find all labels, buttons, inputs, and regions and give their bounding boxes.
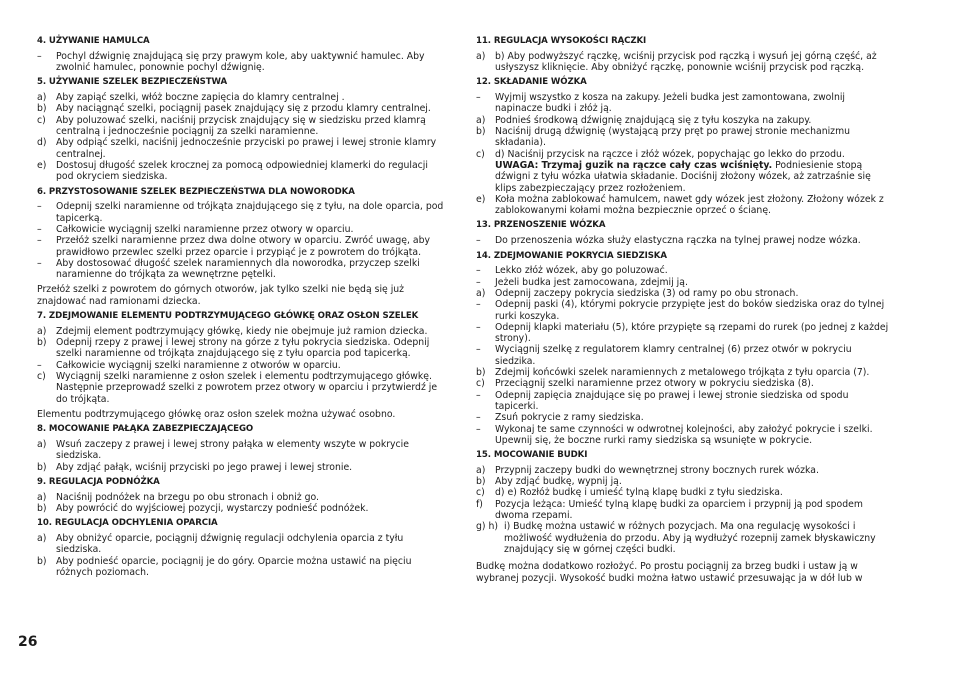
paragraph: Przełóż szelki z powrotem do górnych otworów, jak tylko szelki nie będą się już znajdować nad ramionami dziecka. [37, 284, 405, 307]
section-heading-backrest: 10. REGULACJA ODCHYLENIA OPARCIA [37, 518, 218, 529]
page-number: 26 [18, 634, 38, 650]
list-item: – Odepnij zapięcia znajdujące się po prawej i lewej stronie siedziska od spodu tapicerki. [476, 389, 849, 412]
warning-label: UWAGA: Trzymaj guzik na rączce cały czas wciśnięty. [495, 159, 773, 171]
list-item: d) Aby odpiąć szelki, naciśnij jednocześnie przyciski po prawej i lewej stronie klamry centralnej. [37, 137, 437, 160]
section-heading-handle-height: 11. REGULACJA WYSOKOŚCI RĄCZKI [476, 36, 647, 46]
list-item: a) Zdejmij element podtrzymujący główkę, kiedy nie obejmuje już ramion dziecka. [37, 325, 428, 337]
list-item: a) Aby obniżyć oparcie, pociągnij dźwignię regulacji odchylenia oparcia z tyłu siedziska. [37, 533, 404, 556]
list-item: b) Aby powrócić do wyjściowej pozycji, wystarczy podnieść podnóżek. [37, 502, 369, 514]
section-heading-folding: 12. SKŁADANIE WÓZKA [476, 77, 587, 88]
list-item: – Aby dostosować długość szelek naramiennych dla noworodka, przyczep szelki naramienne do trójkąta za wewnętrzne pętelki. [37, 257, 420, 281]
list-item: a) Przypnij zaczepy budki do wewnętrznej strony bocznych rurek wózka. [476, 464, 819, 476]
list-item: – Do przenoszenia wózka służy elastyczna rączka na tylnej prawej nodze wózka. [476, 235, 861, 247]
list-item: c) Wyciągnij szelki naramienne z osłon szelek i elementu podtrzymującego główkę. Następnie przeprowadź szelki z powrotem przez otwory w oparciu i przytwierdź je do trójkąta. [37, 371, 438, 405]
section-heading-harness: 5. UŻYWANIE SZELEK BEZPIECZEŃSTWA [37, 77, 228, 88]
section-heading-bumper-bar: 8. MOCOWANIE PAŁĄKA ZABEZPIECZAJĄCEGO [37, 424, 254, 435]
list-item: – Przełóż szelki naramienne przez dwa dolne otwory w oparciu. Zwróć uwagę, aby prawidłowo przewlec szelki przez oparcie i przypiąć je z powrotem do trójkąta. [37, 235, 430, 258]
list-item: – Całkowicie wyciągnij szelki naramienne przez otwory w oparciu. [37, 223, 354, 235]
section-heading-head-support: 7. ZDEJMOWANIE ELEMENTU PODTRZYMUJĄCEGO GŁÓWKĘ ORAZ OSŁON SZELEK [37, 311, 419, 322]
list-item: a) b) Aby podwyższyć rączkę, wciśnij przycisk pod rączką i wysuń jej górną część, aż usłyszysz kliknięcie. Aby obniżyć rączkę, ponownie wciśnij przycisk pod rączką. [476, 50, 877, 74]
section-heading-seat-cover: 14. ZDEJMOWANIE POKRYCIA SIEDZISKA [476, 250, 667, 261]
list-item: a) Naciśnij podnóżek na brzegu po obu stronach i obniż go. [37, 491, 319, 503]
warning-note: UWAGA: Trzymaj guzik na rączce cały czas wciśnięty. Podniesienie stopą dźwigni z tyłu wózka ułatwia składanie. Dociśnij złożony wózek, aż zatrzaśnie się klips zabezpieczający przez rozłożeniem. [495, 159, 871, 194]
list-item: b) Aby naciągnąć szelki, pociągnij pasek znajdujący się z przodu klamry centralnej. [37, 103, 431, 115]
list-item: f) Pozycja leżąca: Umieść tylną klapę budki za oparciem i przypnij ją pod spodem dwoma rzepami. [476, 498, 863, 522]
list-item: a) Wsuń zaczepy z prawej i lewej strony pałąka w elementy wszyte w pokrycie siedziska. [37, 439, 409, 462]
section-heading-footrest: 9. REGULACJA PODNÓŻKA [37, 476, 160, 487]
list-item: c) d) Naciśnij przycisk na rączce i złóż wózek, popychając go lekko do przodu. [476, 148, 845, 160]
list-item: b) Aby zdjąć pałąk, wciśnij przyciski po jego prawej i lewej stronie. [37, 461, 353, 473]
list-item: – Zsuń pokrycie z ramy siedziska. [476, 412, 644, 424]
list-item: a) Aby zapiąć szelki, włóż boczne zapięcia do klamry centralnej . [37, 92, 345, 104]
list-item: – Wyciągnij szelkę z regulatorem klamry centralnej (6) przez otwór w pokryciu siedzika. [476, 344, 852, 367]
list-item: – Odepnij szelki naramienne od trójkąta znajdującego się z tyłu, na dole oparcia, pod tapicerką. [37, 201, 444, 224]
section-heading-brake: 4. UŻYWANIE HAMULCA [37, 36, 150, 46]
list-item: – Lekko złóż wózek, aby go poluzować. [476, 265, 668, 277]
list-item: – Pochyl dźwignię znajdującą się przy prawym kole, aby uaktywnić hamulec. Aby zwolnić hamulec, ponownie pochyl dźwignię. [37, 50, 425, 74]
list-item: b) Aby podnieść oparcie, pociągnij je do góry. Oparcie można ustawić na pięciu różnych poziomach. [37, 555, 412, 578]
list-item: b) Naciśnij drugą dźwignię (wystającą przy pręt po prawej stronie mechanizmu składania). [476, 126, 851, 149]
list-item: e) Koła można zablokować hamulcem, nawet gdy wózek jest złożony. Złożony wózek z zablokowanymi kołami można bezpiecznie oprzeć o ścianę. [476, 193, 884, 217]
section-heading-canopy: 15. MOCOWANIE BUDKI [476, 450, 588, 461]
list-item: – Odepnij klapki materiału (5), które przypięte są rzepami do rurek (po jednej z każdej strony). [476, 321, 889, 345]
paragraph: Budkę można dodatkowo rozłożyć. Po prostu pociągnij za brzeg budki i ustaw ją w wybranej pozycji. Wysokość budki można łatwo ustawić przesuwając ja w dół lub w [476, 561, 863, 584]
list-item: b) Odepnij rzepy z prawej i lewej strony na górze z tyłu pokrycia siedziska. Odepnij szelki naramienne od trójkąta znajdującego się z tyłu oparcia pod tapicerką. [37, 337, 430, 360]
list-item: – Odepnij paski (4), którymi pokrycie przypięte jest do boków siedziska oraz do tylnej rurki koszyka. [476, 299, 885, 322]
section-heading-carrying: 13. PRZENOSZENIE WÓZKA [476, 220, 606, 231]
list-item: g) h) i) Budkę można ustawić w różnych pozycjach. Ma ona regulację wysokości i możliwość wydłużenia do przodu. Aby ją wydłużyć rozepnij zamek błyskawiczny znajdujący się w górnej części budki. [476, 521, 876, 555]
list-item: – Wyjmij wszystko z kosza na zakupy. Jeżeli budka jest zamontowana, zwolnij napinacze budki i złóż ją. [476, 92, 846, 115]
list-item: a) Podnieś środkową dźwignię znajdującą się z tyłu koszyka na zakupy. [476, 114, 812, 126]
left-column [37, 36, 445, 578]
list-item: b) Aby zdjąć budkę, wypnij ją. [476, 476, 622, 488]
list-item: c) Przeciągnij szelki naramienne przez otwory w pokryciu siedziska (8). [476, 378, 814, 390]
list-item: e) Dostosuj długość szelek krocznej za pomocą odpowiedniej klamerki do regulacji pod okryciem siedziska. [37, 159, 428, 183]
list-item: a) Odepnij zaczepy pokrycia siedziska (3) od ramy po obu stronach. [476, 287, 799, 299]
list-item: – Całkowicie wyciągnij szelki naramienne z otworów w oparciu. [37, 359, 341, 371]
right-column [476, 36, 892, 588]
list-item: b) Zdejmij końcówki szelek naramiennych z metalowego trójkąta z tyłu oparcia (7). [476, 367, 870, 379]
list-item: – Jeżeli budka jest zamocowana, zdejmij ją. [476, 276, 688, 288]
section-heading-newborn-harness: 6. PRZYSTOSOWANIE SZELEK BEZPIECZEŃSTWA DLA NOWORODKA [37, 186, 355, 197]
list-item: – Wykonaj te same czynności w odwrotnej kolejności, aby założyć pokrycie i szelki. Upewnij się, że boczne rurki ramy siedziska są wsunięte w pokrycie. [476, 423, 873, 446]
list-item: c) d) e) Rozłóż budkę i umieść tylną klapę budki z tyłu siedziska. [476, 487, 783, 499]
list-item: c) Aby poluzować szelki, naciśnij przycisk znajdujący się w siedzisku przed klamrą centralną i jednocześnie pociągnij za szelki naramienne. [37, 114, 426, 138]
paragraph: Elementu podtrzymującego główkę oraz osłon szelek można używać osobno. [37, 408, 396, 420]
